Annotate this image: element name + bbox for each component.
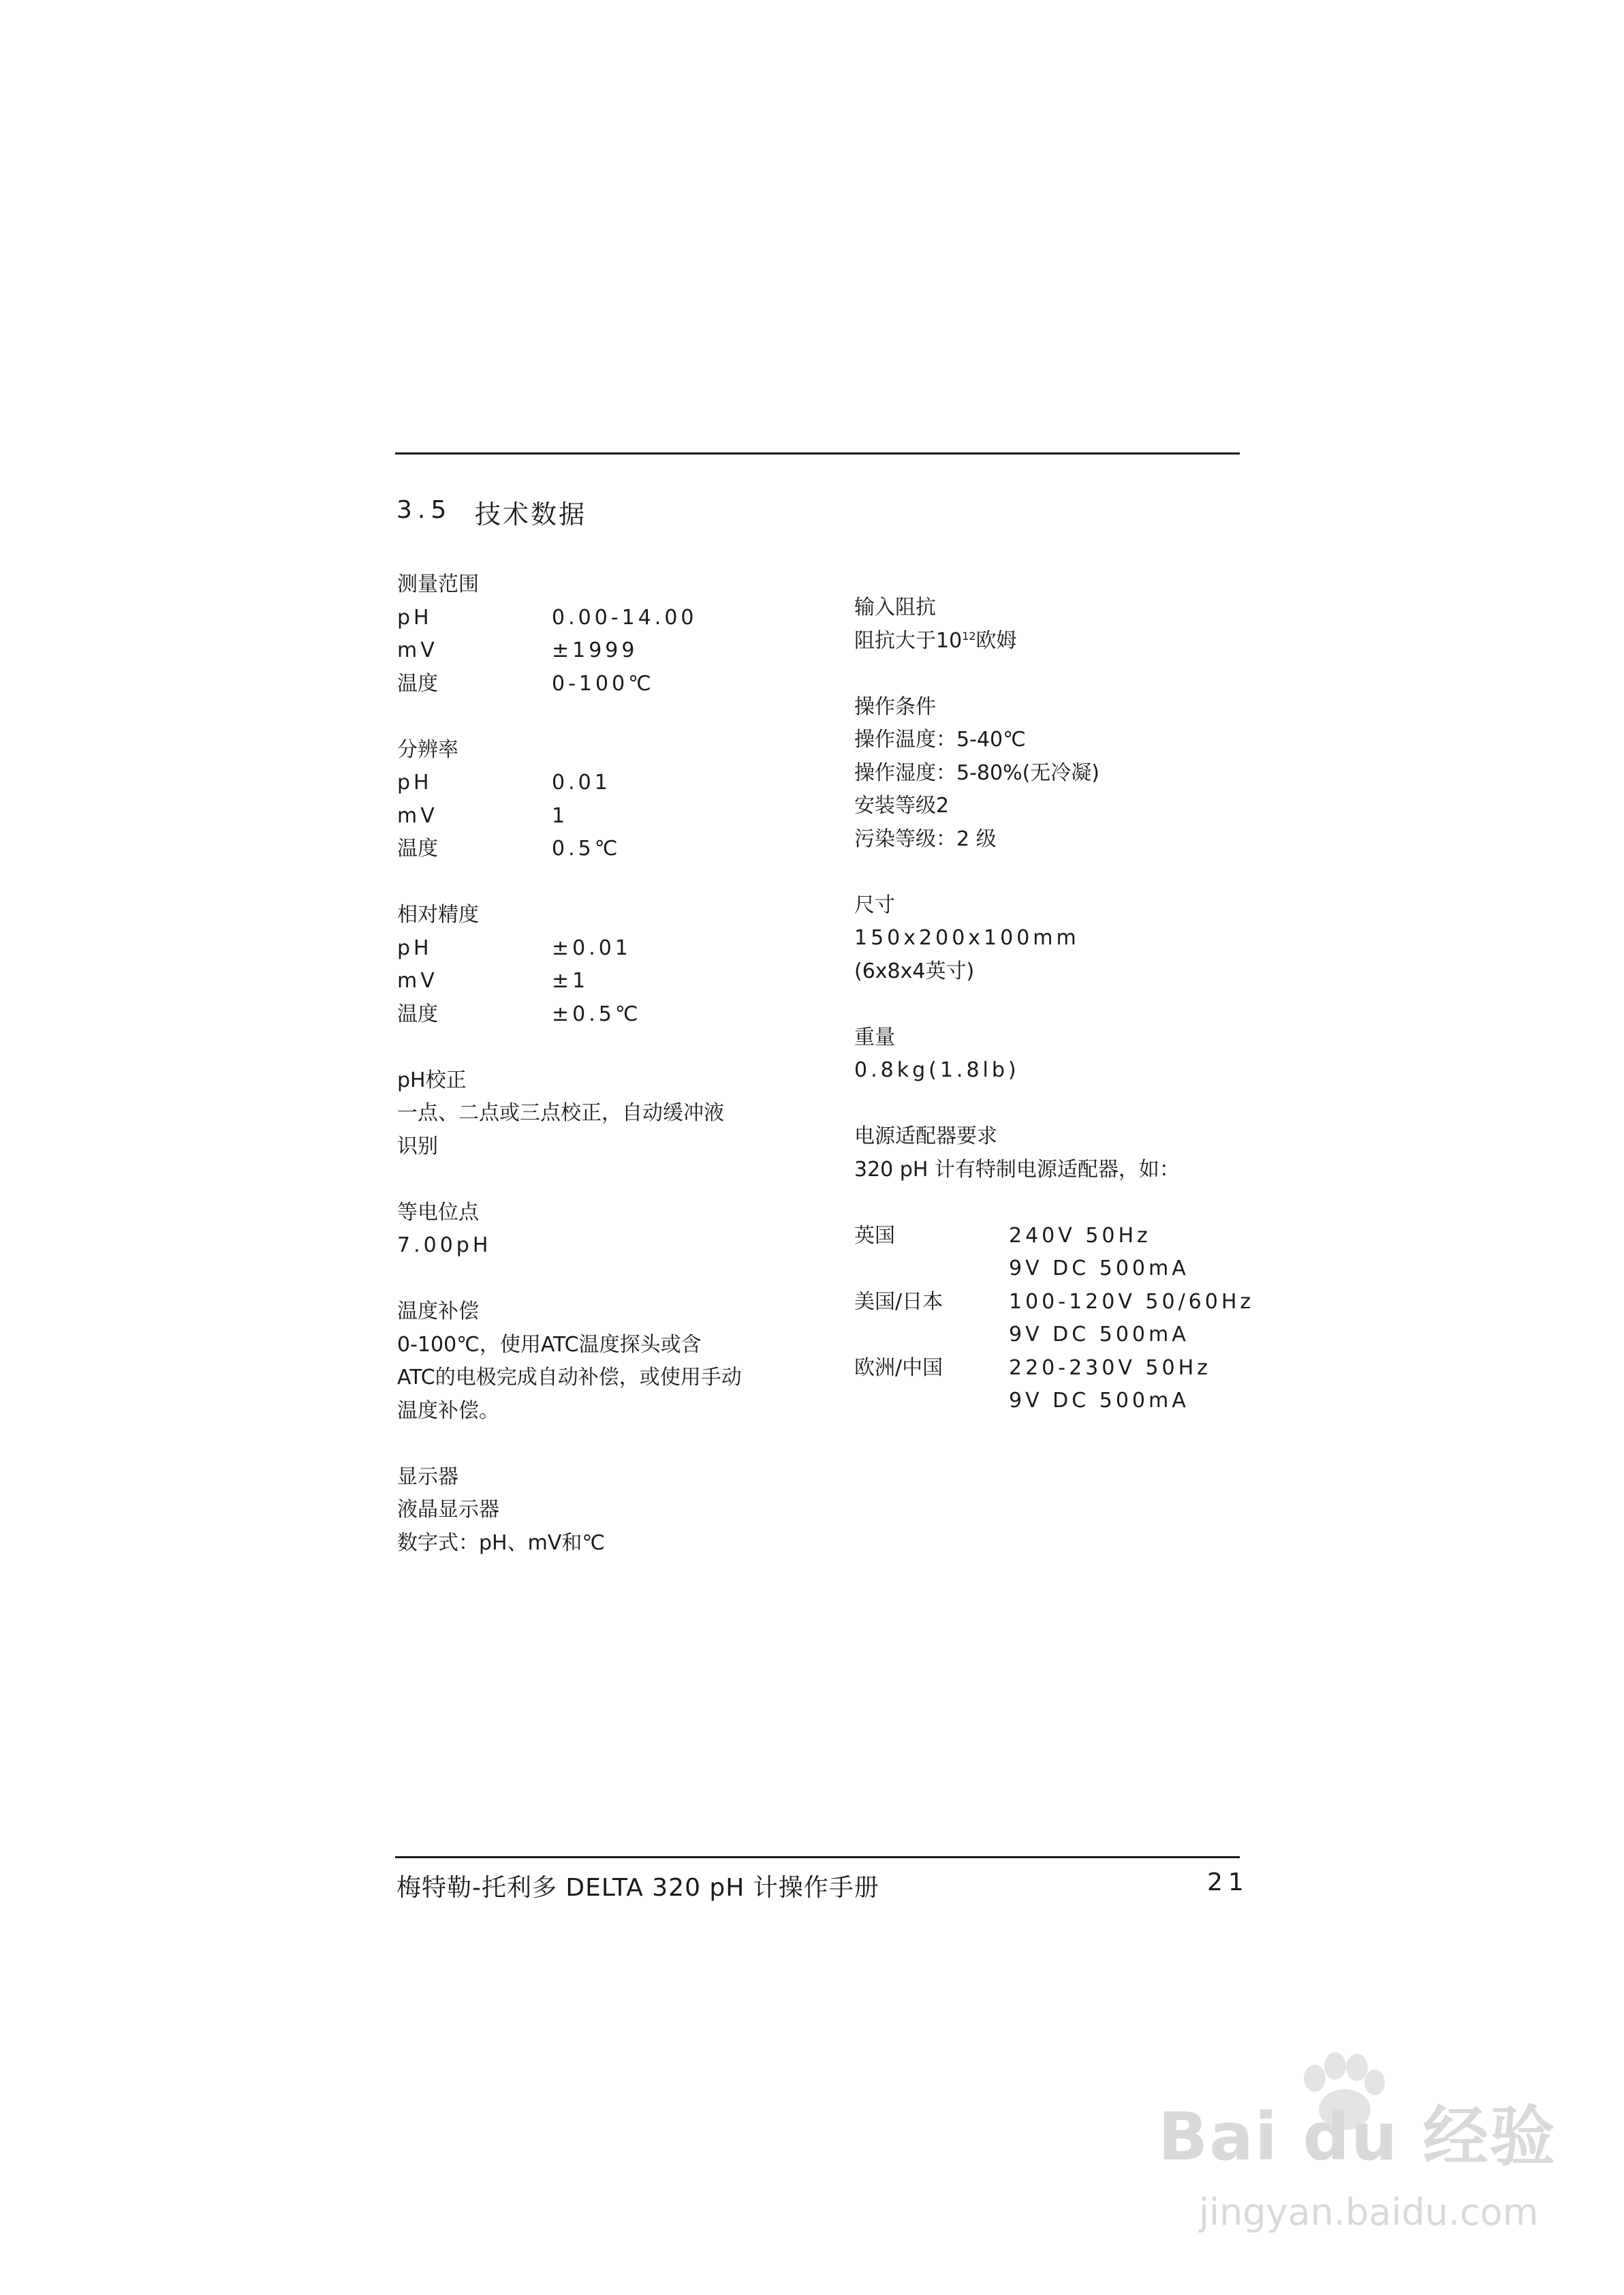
isopotential-value: 7.00pH bbox=[397, 1233, 492, 1257]
impedance-heading: 输入阻抗 bbox=[854, 596, 936, 619]
temp-comp-line: ATC的电极完成自动补偿，或使用手动 bbox=[397, 1366, 742, 1389]
range-row-ph: pH 0.00-14.00 bbox=[397, 605, 698, 630]
display-line: 液晶显示器 bbox=[397, 1498, 499, 1522]
resolution-row-mv: mV 1 bbox=[397, 803, 569, 828]
temp-comp-line: 0-100℃，使用ATC温度探头或含 bbox=[397, 1332, 702, 1357]
weight-value: 0.8kg(1.8lb) bbox=[854, 1058, 1020, 1082]
size-heading: 尺寸 bbox=[854, 893, 895, 917]
calibration-heading: pH校正 bbox=[397, 1068, 467, 1092]
power-intro: 320 pH 计有特制电源适配器，如： bbox=[854, 1157, 1180, 1182]
accuracy-row-temp: 温度 ±0.5℃ bbox=[397, 1002, 642, 1026]
power-region-row: 英国 240V 50Hz bbox=[854, 1223, 1151, 1248]
left-column bbox=[397, 568, 819, 1560]
watermark-logo-text: Bai du 经验 bbox=[1158, 2099, 1557, 2175]
size-line: 150x200x100mm bbox=[854, 926, 1080, 950]
watermark-url: jingyan.baidu.com bbox=[1199, 2191, 1539, 2234]
size-line: (6x8x4英寸) bbox=[854, 959, 975, 983]
conditions-line: 操作湿度：5-80%(无冷凝) bbox=[854, 760, 1099, 785]
accuracy-row-mv: mV ±1 bbox=[397, 969, 589, 993]
right-column bbox=[854, 591, 1277, 1418]
temp-comp-line: 温度补偿。 bbox=[397, 1398, 499, 1423]
conditions-line: 安装等级2 bbox=[854, 794, 950, 818]
range-row-temp: 温度 0-100℃ bbox=[397, 671, 655, 696]
bottom-rule bbox=[395, 1856, 1240, 1858]
resolution-heading: 分辨率 bbox=[397, 737, 458, 762]
display-heading: 显示器 bbox=[397, 1464, 458, 1489]
resolution-row-temp: 温度 0.5℃ bbox=[397, 837, 621, 861]
section-title: 技术数据 bbox=[475, 499, 587, 529]
power-region-row: 美国/日本 100-120V 50/60Hz bbox=[854, 1289, 1255, 1314]
power-output-row: 9V DC 500mA bbox=[1009, 1257, 1189, 1280]
impedance-value: 阻抗大于$10^{12}$欧姆 bbox=[854, 628, 1017, 653]
conditions-line: 污染等级：2 级 bbox=[854, 827, 997, 851]
temp-comp-heading: 温度补偿 bbox=[397, 1299, 479, 1323]
baidu-watermark bbox=[1158, 2051, 1567, 2255]
accuracy-heading: 相对精度 bbox=[397, 903, 479, 927]
power-output-row: 9V DC 500mA bbox=[1009, 1323, 1189, 1346]
display-line: 数字式：pH、mV和℃ bbox=[397, 1530, 606, 1555]
weight-heading: 重量 bbox=[854, 1025, 895, 1049]
range-heading: 测量范围 bbox=[397, 572, 479, 596]
calibration-line: 识别 bbox=[397, 1134, 438, 1158]
conditions-heading: 操作条件 bbox=[854, 694, 936, 719]
top-rule bbox=[395, 452, 1240, 455]
footer-title: 梅特勒-托利多 DELTA 320 pH 计操作手册 bbox=[396, 1874, 879, 1902]
range-row-mv: mV ±1999 bbox=[397, 638, 638, 662]
power-output-row: 9V DC 500mA bbox=[1009, 1389, 1189, 1413]
isopotential-heading: 等电位点 bbox=[397, 1200, 479, 1224]
power-heading: 电源适配器要求 bbox=[854, 1124, 997, 1148]
section-number: 3.5 bbox=[396, 496, 452, 524]
page-number: 21 bbox=[1207, 1868, 1249, 1896]
calibration-line: 一点、二点或三点校正，自动缓冲液 bbox=[397, 1101, 724, 1125]
accuracy-row-ph: pH ±0.01 bbox=[397, 936, 631, 960]
conditions-line: 操作温度：5-40℃ bbox=[854, 728, 1026, 752]
resolution-row-ph: pH 0.01 bbox=[397, 771, 611, 795]
power-region-row: 欧洲/中国 220-230V 50Hz bbox=[854, 1355, 1211, 1380]
